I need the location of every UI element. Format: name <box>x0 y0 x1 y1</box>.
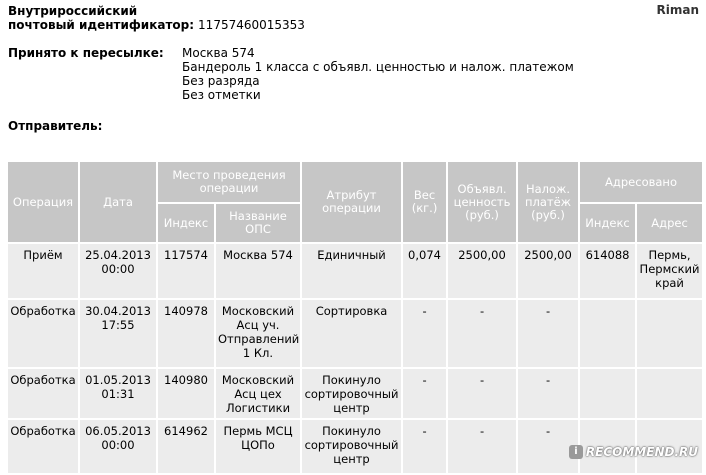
cell-weight: 0,074 <box>402 243 447 299</box>
cell-weight: - <box>402 299 447 368</box>
cell-addr-address: Пермь, Пермский край <box>636 243 703 299</box>
table-row <box>7 299 703 368</box>
cell-date: 30.04.2013 17:55 <box>79 299 157 368</box>
header-weight: Вес (кг.) <box>402 161 447 243</box>
accepted-line-office: Москва 574 <box>182 46 255 60</box>
username: Riman <box>656 3 699 17</box>
header-ops-name: Название ОПС <box>215 203 301 243</box>
header-cod: Налож. платёж (руб.) <box>517 161 579 243</box>
cell-weight: - <box>402 368 447 419</box>
table-row <box>7 368 703 419</box>
accepted-label: Принято к пересылке: <box>8 46 164 60</box>
header-date: Дата <box>79 161 157 243</box>
cell-declared-value: 2500,00 <box>447 243 517 299</box>
cell-ops-name: Пермь МСЦ ЦОПо <box>215 419 301 474</box>
cell-operation: Обработка <box>7 299 79 368</box>
accepted-line-type: Бандероль 1 класса с объявл. ценностью и налож. платежом <box>182 60 574 74</box>
watermark <box>569 445 698 459</box>
tracking-id-label: почтовый идентификатор: <box>8 18 195 32</box>
cell-index: 614962 <box>157 419 215 474</box>
watermark-text: RECOMMEND.RU <box>585 445 698 459</box>
header-attribute: Атрибут операции <box>301 161 402 243</box>
tracking-history-table <box>6 160 704 475</box>
cell-addr-index: 614088 <box>579 243 636 299</box>
tracking-id-value: 11757460015353 <box>198 18 305 32</box>
accepted-details <box>182 46 574 102</box>
recommend-logo-icon: i <box>569 445 583 459</box>
header-index: Индекс <box>157 203 215 243</box>
cell-operation: Обработка <box>7 419 79 474</box>
accepted-line-mark: Без отметки <box>182 88 261 102</box>
cell-attribute: Покинуло сортировочный центр <box>301 368 402 419</box>
cell-attribute: Сортировка <box>301 299 402 368</box>
cell-ops-name: Московский Асц уч. Отправлений 1 Кл. <box>215 299 301 368</box>
cell-declared-value: - <box>447 368 517 419</box>
cell-addr-address <box>636 299 703 368</box>
cell-ops-name: Московский Асц цех Логистики <box>215 368 301 419</box>
header-declared-value: Объявл. ценность (руб.) <box>447 161 517 243</box>
cell-weight: - <box>402 419 447 474</box>
cell-index: 117574 <box>157 243 215 299</box>
cell-date: 06.05.2013 00:00 <box>79 419 157 474</box>
cell-cod: - <box>517 419 579 474</box>
cell-index: 140978 <box>157 299 215 368</box>
cell-ops-name: Москва 574 <box>215 243 301 299</box>
cell-cod: - <box>517 368 579 419</box>
cell-declared-value: - <box>447 419 517 474</box>
cell-addr-address <box>636 368 703 419</box>
header-addr-index: Индекс <box>579 203 636 243</box>
cell-addr-index <box>579 368 636 419</box>
cell-declared-value: - <box>447 299 517 368</box>
cell-operation: Обработка <box>7 368 79 419</box>
cell-cod: 2500,00 <box>517 243 579 299</box>
table-header-row <box>7 161 703 203</box>
header-operation: Операция <box>7 161 79 243</box>
accepted-line-category: Без разряда <box>182 74 260 88</box>
cell-addr-index <box>579 299 636 368</box>
tracking-id-label-line2 <box>8 18 608 32</box>
cell-attribute: Покинуло сортировочный центр <box>301 419 402 474</box>
tracking-id-label-line1: Внутрироссийский <box>8 4 138 18</box>
header-addressed: Адресовано <box>579 161 703 203</box>
cell-cod: - <box>517 299 579 368</box>
cell-index: 140980 <box>157 368 215 419</box>
cell-attribute: Единичный <box>301 243 402 299</box>
table-row <box>7 243 703 299</box>
cell-operation: Приём <box>7 243 79 299</box>
sender-label: Отправитель: <box>8 119 103 133</box>
header-addr-address: Адрес <box>636 203 703 243</box>
cell-date: 25.04.2013 00:00 <box>79 243 157 299</box>
tracking-id-block <box>8 4 608 32</box>
cell-date: 01.05.2013 01:31 <box>79 368 157 419</box>
header-place: Место проведения операции <box>157 161 301 203</box>
